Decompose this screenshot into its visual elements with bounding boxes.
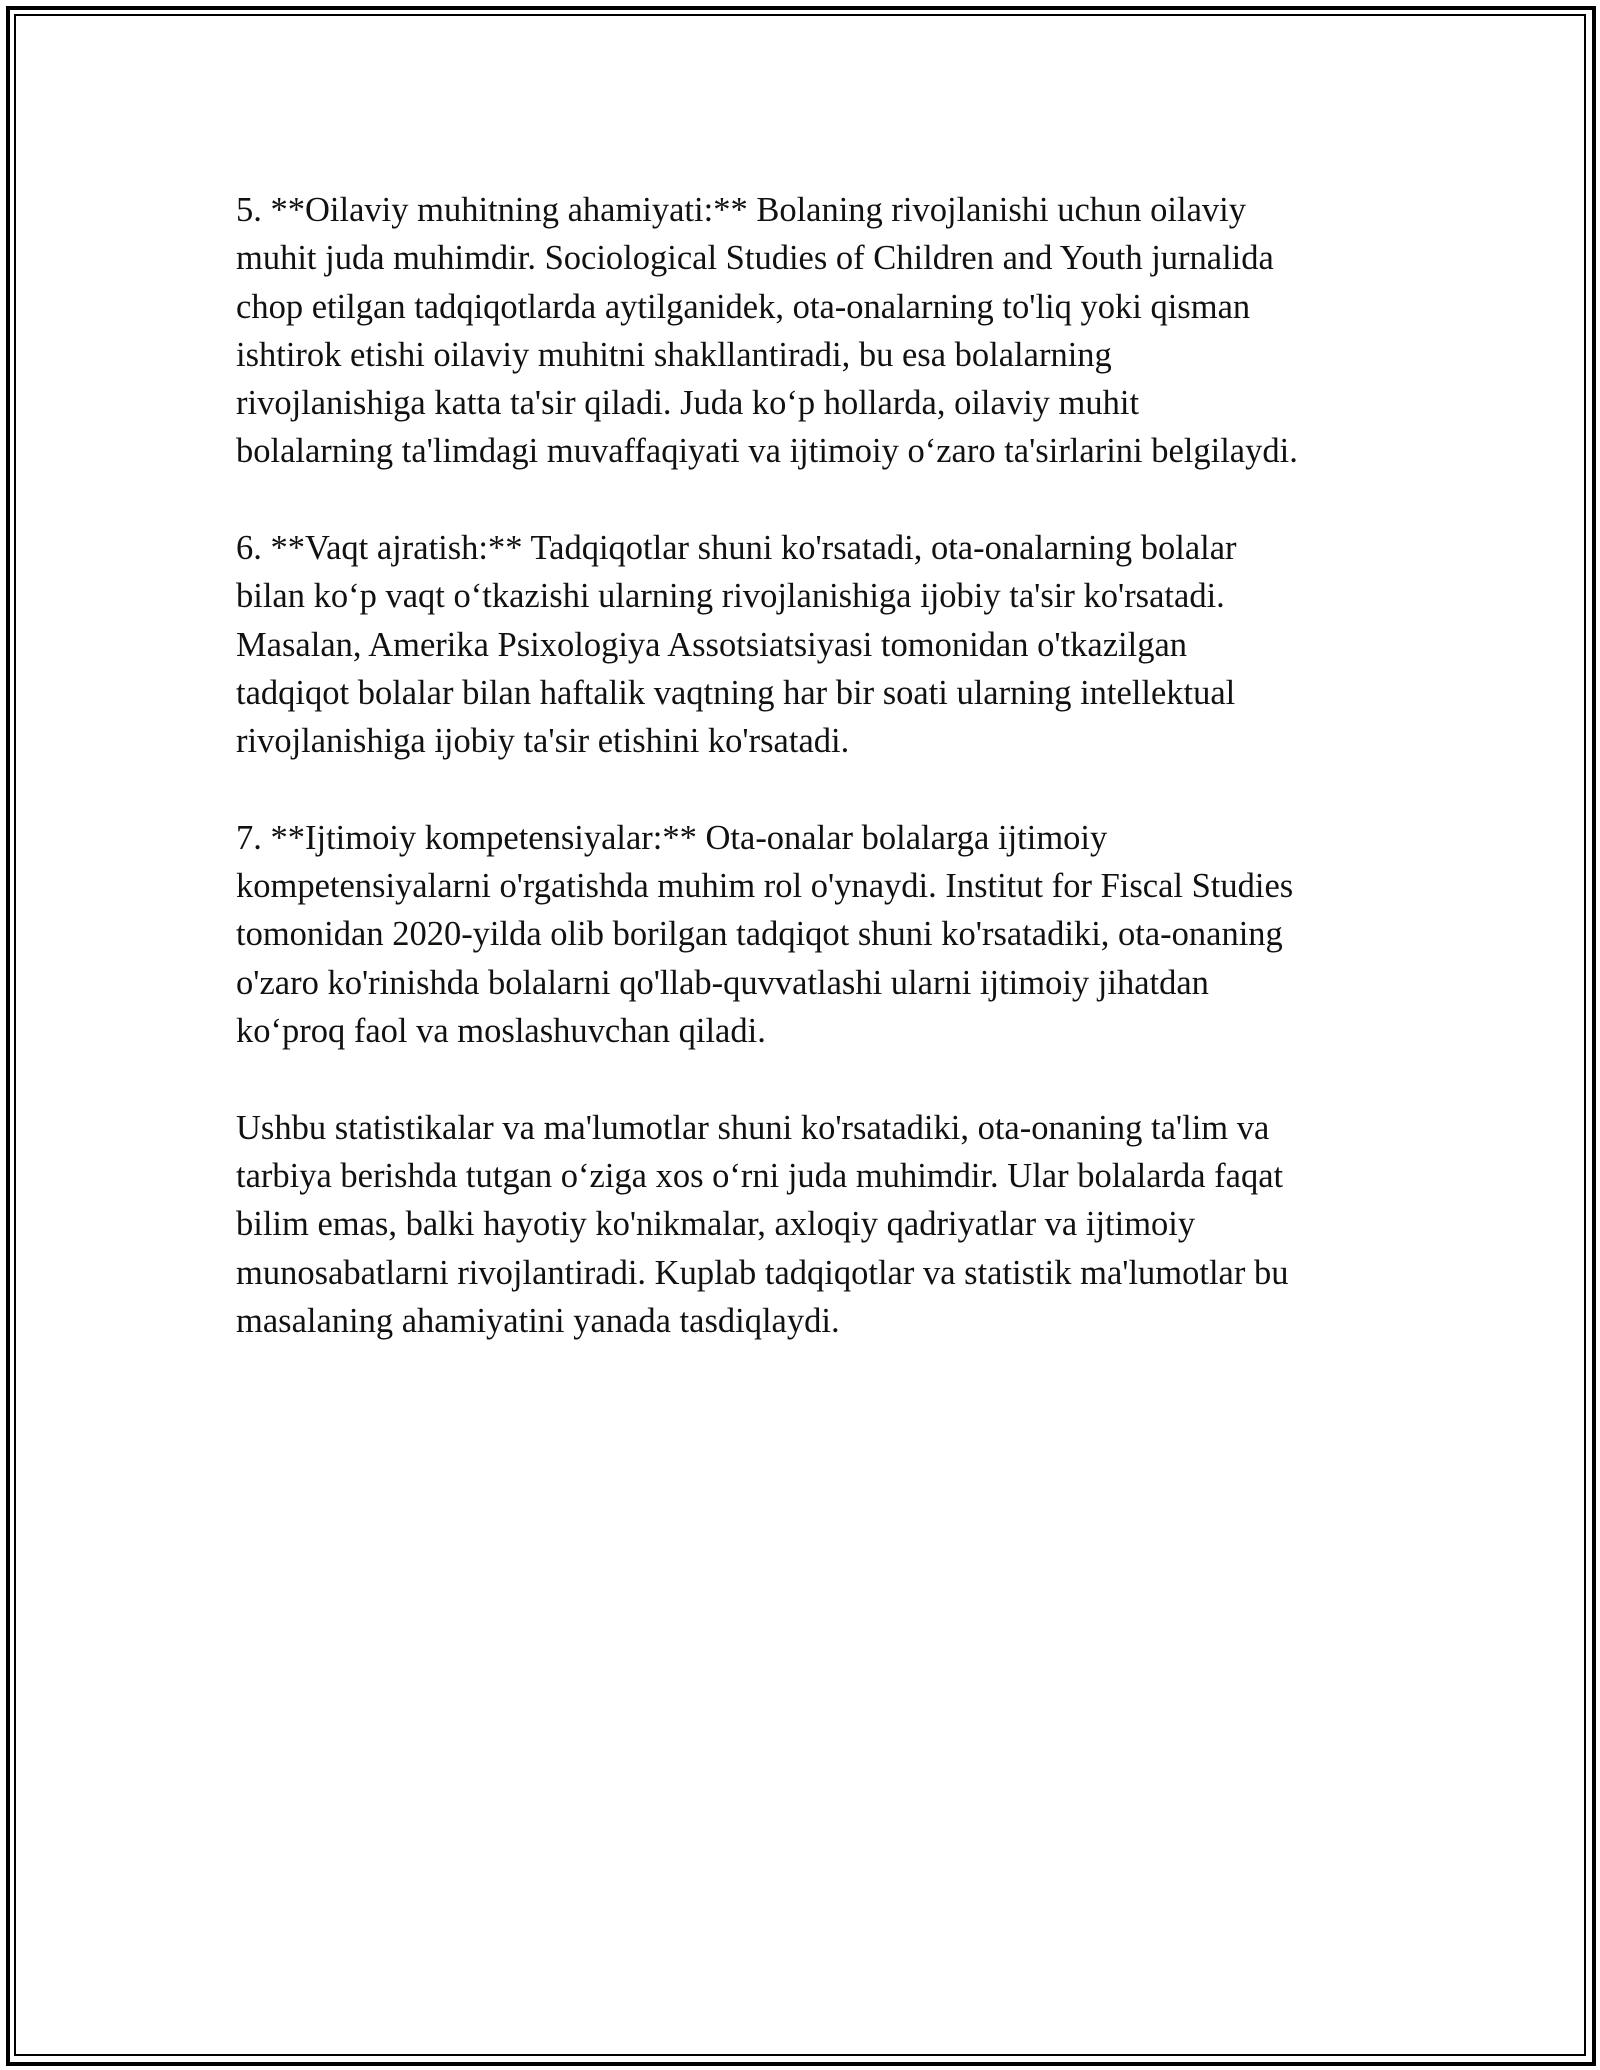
paragraph-time-allocation: 6. **Vaqt ajratish:** Tadqiqotlar shuni ko'rsatadi, ota-onalarning bolalar bilan ko‘p vaqt o‘tkazishi ularning rivojlanishiga ijobiy ta'sir ko'rsatadi. Masalan, Amerika Psixologiya Assotsiatsiyasi tomonidan o'tkazilgan tadqiqot bolalar bilan haftalik vaqtning har bir soati ularning intellektual rivojlanishiga ijobiy ta'sir etishini ko'rsatadi. — [236, 529, 1237, 761]
paragraph-social-competencies: 7. **Ijtimoiy kompetensiyalar:** Ota-onalar bolalarga ijtimoiy kompetensiyalarni o'rgatishda muhim rol o'ynaydi. Institut for Fiscal Studies tomonidan 2020-yilda olib borilgan tadqiqot shuni ko'rsatadiki, ota-onaning o'zaro ko'rinishda bolalarni qo'llab-quvvatlashi ularni ijtimoiy jihatdan ko‘proq faol va moslashuvchan qiladi. — [236, 818, 1294, 1051]
paragraph-family-environment: 5. **Oilaviy muhitning ahamiyati:** Bolaning rivojlanishi uchun oilaviy muhit juda muhimdir. Sociological Studies of Children and Youth jurnalida chop etilgan tadqiqotlarda aytilganidek, ota-onalarning to'liq yoki qisman ishtirok etishi oilaviy muhitni shakllantiradi, bu esa bolalarning rivojlanishiga katta ta'sir qiladi. Juda ko‘p hollarda, oilaviy muhit bolalarning ta'limdagi muvaffaqiyati va ijtimoiy o‘zaro ta'sirlarini belgilaydi. — [236, 191, 1298, 471]
paragraph-conclusion: Ushbu statistikalar va ma'lumotlar shuni ko'rsatadiki, ota-onaning ta'lim va tarbiya berishda tutgan o‘ziga xos o‘rni juda muhimdir. Ular bolalarda faqat bilim emas, balki hayotiy ko'nikmalar, axloqiy qadriyatlar va ijtimoiy munosabatlarni rivojlantiradi. Kuplab tadqiqotlar va statistik ma'lumotlar bu masalaning ahamiyatini yanada tasdiqlaydi. — [236, 1108, 1289, 1340]
document-body — [236, 186, 1386, 1393]
